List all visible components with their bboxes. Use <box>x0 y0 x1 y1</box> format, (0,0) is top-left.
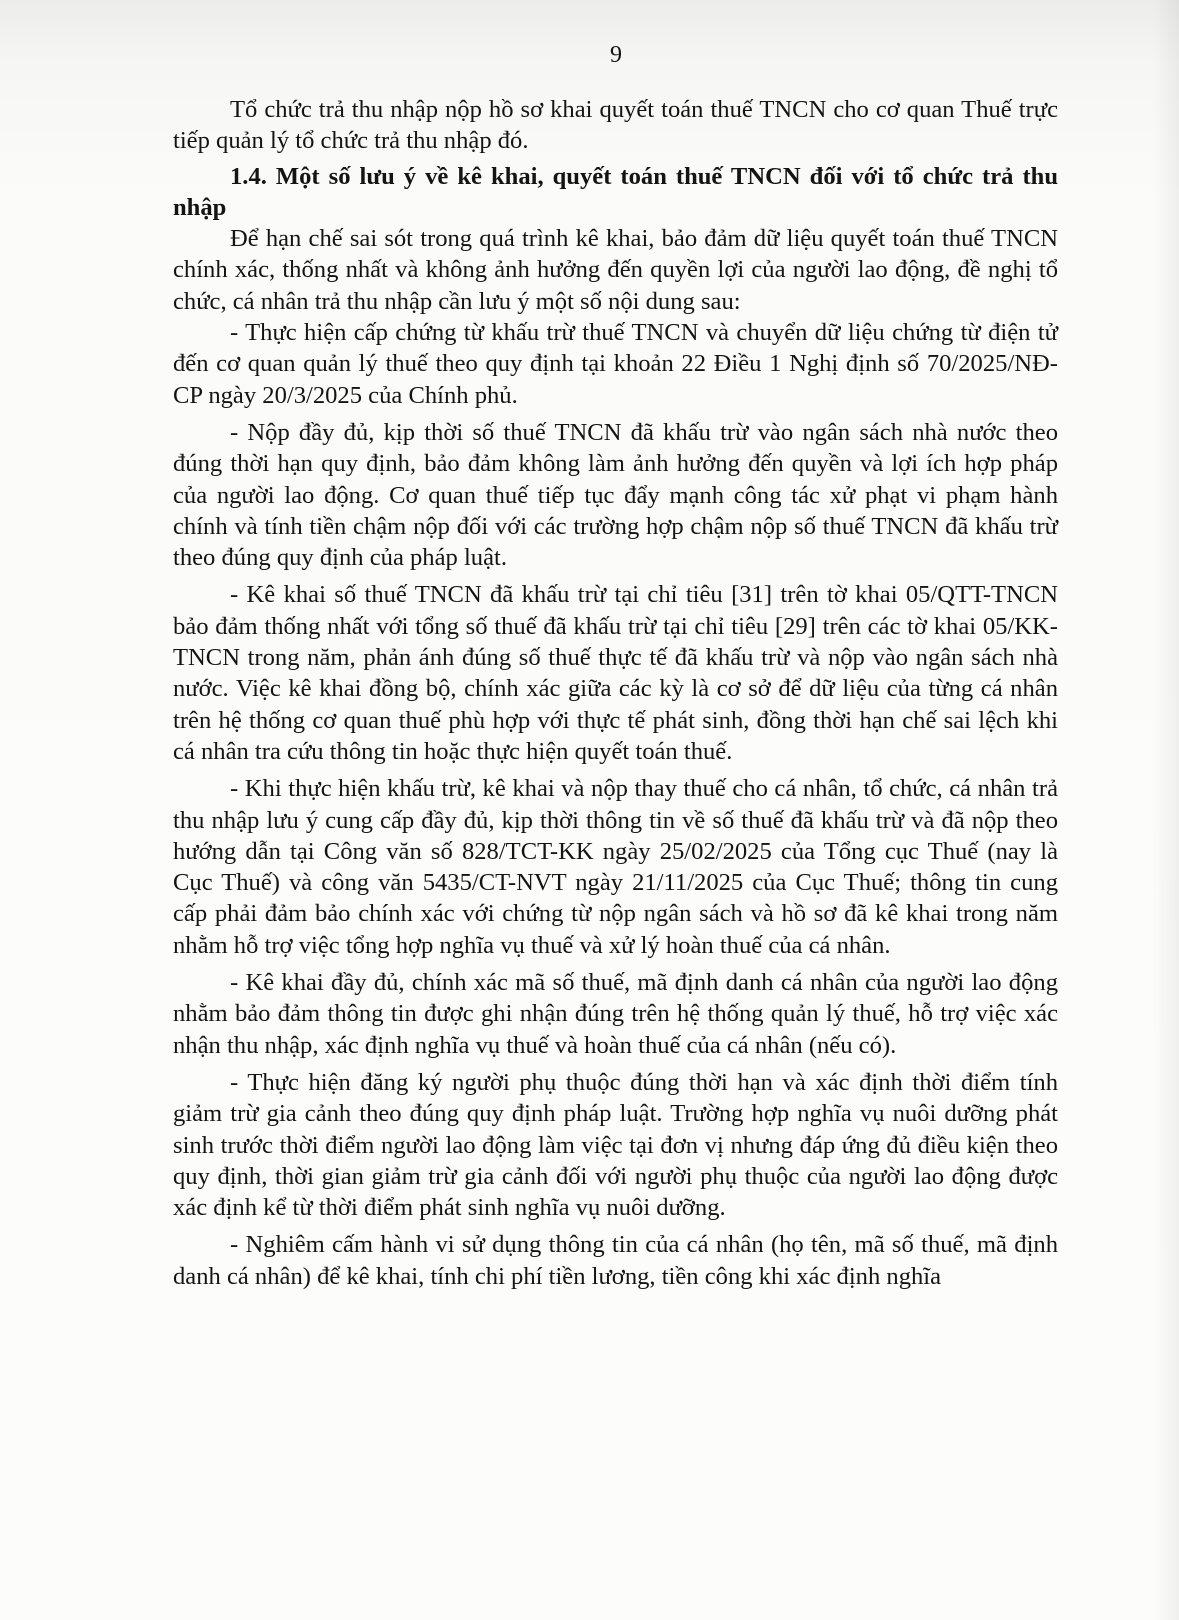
paragraph-submission: Tổ chức trả thu nhập nộp hồ sơ khai quyết toán thuế TNCN cho cơ quan Thuế trực tiếp quản lý tổ chức trả thu nhập đó. <box>173 96 1058 155</box>
bullet-dependent-registration: - Thực hiện đăng ký người phụ thuộc đúng thời hạn và xác định thời điểm tính giảm trừ gia cảnh theo đúng quy định pháp luật. Trường hợp nghĩa vụ nuôi dưỡng phát sinh trước thời điểm người lao động làm việc tại đơn vị nhưng đáp ứng đủ điều kiện theo quy định, thời gian giảm trừ gia cảnh đối với người phụ thuộc của người lao động được xác định kể từ thời điểm phát sinh nghĩa vụ nuôi dưỡng. <box>173 1068 1058 1222</box>
section-heading-1-4: 1.4. Một số lưu ý về kê khai, quyết toán thuế TNCN đối với tổ chức trả thu nhập <box>173 162 1058 221</box>
bullet-tax-code-declaration: - Kê khai đầy đủ, chính xác mã số thuế, mã định danh cá nhân của người lao động nhằm bảo đảm thông tin được ghi nhận đúng trên hệ thống quản lý thuế, hỗ trợ việc xác nhận thu nhập, xác định nghĩa vụ thuế và hoàn thuế của cá nhân (nếu có). <box>173 969 1058 1059</box>
bullet-withholding-certificate: - Thực hiện cấp chứng từ khấu trừ thuế TNCN và chuyển dữ liệu chứng từ điện tử đến cơ quan quản lý thuế theo quy định tại khoản 22 Điều 1 Nghị định số 70/2025/NĐ-CP ngày 20/3/2025 của Chính phủ. <box>173 319 1058 409</box>
paragraph-intro: Để hạn chế sai sót trong quá trình kê khai, bảo đảm dữ liệu quyết toán thuế TNCN chính xác, thống nhất và không ảnh hưởng đến quyền lợi của người lao động, đề nghị tổ chức, cá nhân trả thu nhập cần lưu ý một số nội dung sau: <box>173 225 1058 315</box>
bullet-timely-payment: - Nộp đầy đủ, kịp thời số thuế TNCN đã khấu trừ vào ngân sách nhà nước theo đúng thời hạn quy định, bảo đảm không làm ảnh hưởng đến quyền và lợi ích hợp pháp của người lao động. Cơ quan thuế tiếp tục đẩy mạnh công tác xử phạt vi phạm hành chính và tính tiền chậm nộp đối với các trường hợp chậm nộp số thuế TNCN đã khấu trừ theo đúng quy định của pháp luật. <box>173 418 1058 572</box>
document-body <box>173 94 1058 1292</box>
bullet-declaration-consistency: - Kê khai số thuế TNCN đã khấu trừ tại chỉ tiêu [31] trên tờ khai 05/QTT-TNCN bảo đảm thống nhất với tổng số thuế đã khấu trừ tại chỉ tiêu [29] trên các tờ khai 05/KK-TNCN trong năm, phản ánh đúng số thuế thực tế đã khấu trừ và nộp vào ngân sách nhà nước. Việc kê khai đồng bộ, chính xác giữa các kỳ là cơ sở để dữ liệu của từng cá nhân trên hệ thống cơ quan thuế phù hợp với thực tế phát sinh, đồng thời hạn chế sai lệch khi cá nhân tra cứu thông tin hoặc thực hiện quyết toán thuế. <box>173 581 1058 765</box>
page-edge-shadow <box>1153 0 1179 1620</box>
page-number: 9 <box>610 42 622 68</box>
bullet-information-provision: - Khi thực hiện khấu trừ, kê khai và nộp thay thuế cho cá nhân, tổ chức, cá nhân trả thu nhập lưu ý cung cấp đầy đủ, kịp thời thông tin về số thuế đã khấu trừ và đã nộp theo hướng dẫn tại Công văn số 828/TCT-KK ngày 25/02/2025 của Tổng cục Thuế (nay là Cục Thuế) và công văn 5435/CT-NVT ngày 21/11/2025 của Cục Thuế; thông tin cung cấp phải đảm bảo chính xác với chứng từ nộp ngân sách và hồ sơ đã kê khai trong năm nhằm hỗ trợ việc tổng hợp nghĩa vụ thuế và xử lý hoàn thuế của cá nhân. <box>173 775 1058 959</box>
bullet-prohibited-use: - Nghiêm cấm hành vi sử dụng thông tin của cá nhân (họ tên, mã số thuế, mã định danh cá nhân) để kê khai, tính chi phí tiền lương, tiền công khi xác định nghĩa <box>173 1231 1058 1290</box>
